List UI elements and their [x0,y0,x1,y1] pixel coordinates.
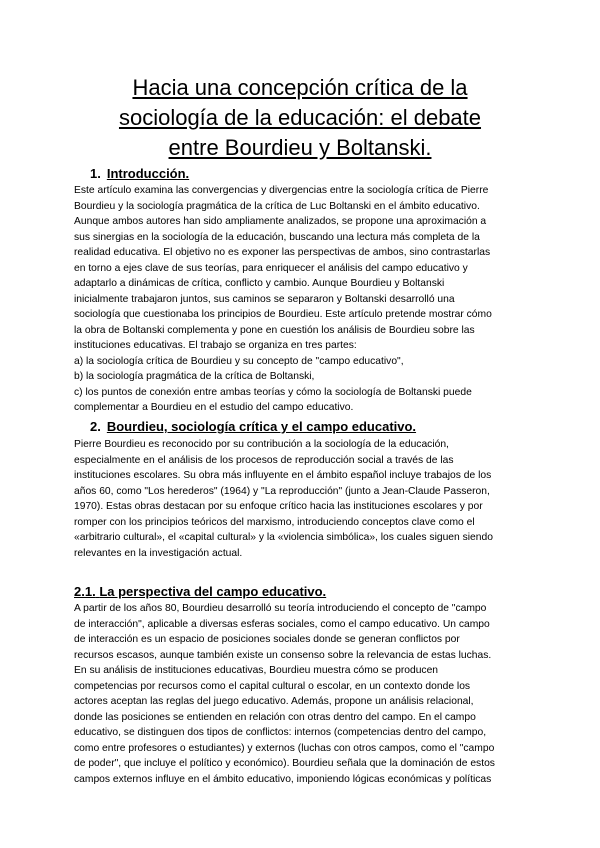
text-line: En su análisis de instituciones educativas, Bourdieu muestra cómo se producen [74,665,439,676]
text-line: especialmente en el análisis de los procesos de reproducción social a través de las [74,454,454,466]
section-paragraph-introduccion [74,183,534,416]
text-line: romper con los principios teóricos del marxismo, introduciendo conceptos clave como el [74,516,475,528]
section-heading-text: Bourdieu, sociología crítica y el campo educativo. [106,419,417,434]
text-line: b) la sociología pragmática de la crítica de Boltanski, [74,371,315,382]
text-line: donde las posiciones se entienden en relación con otras dentro del campo. En el campo [74,711,476,723]
text-line: como entre profesores o estudiantes) y externos (luchas con otros campos, como el "campo [74,742,495,754]
title-line: entre Bourdieu y Boltanski. [168,135,432,160]
text-line: Bourdieu y la sociología pragmática de la crítica de Luc Boltanski en el ámbito educativo. [74,200,480,212]
document-title [60,73,540,163]
text-line: realidad educativa. El objetivo no es exponer las perspectivas de ambos, sino contrastarlas [74,247,491,258]
title-line: Hacia una concepción crítica de la [132,75,468,100]
text-line: adaptarlo a dinámicas de crítica, conflicto y cambio. Aunque Bourdieu y Boltanski [74,278,445,289]
text-line: en torno a ejes clave de sus teorías, para enriquecer el análisis del campo educativo y [74,262,468,274]
text-line: de interacción es un espacio de posiciones sociales donde se generan conflictos por [74,634,460,645]
text-line: de interacción", aplicable a diversas esferas sociales, como el campo educativo. Un campo [74,618,490,630]
text-line: años 60, como "Los herederos" (1964) y "La reproducción" (junto a Jean-Claude Passeron, [74,485,490,497]
text-line: inicialmente trabajaron juntos, sus caminos se separaron y Boltanski desarrolló una [74,293,455,305]
section-heading-campo-educativo [74,584,326,600]
text-line: actores aceptan las reglas del juego educativo. Además, propone un análisis relacional, [74,696,474,707]
text-line: instituciones escolares. Su obra más influyente en el ámbito español incluye trabajos de los [74,470,492,481]
section-heading-text: La perspectiva del campo educativo. [99,584,327,599]
section-number: 1. [90,166,101,181]
text-line: relevantes en la investigación actual. [74,547,243,559]
text-line: Pierre Bourdieu es reconocido por su contribución a la sociología de la educación, [74,439,449,450]
section-heading-introduccion [90,166,189,182]
title-line: sociología de la educación: el debate [118,105,482,130]
section-paragraph-bourdieu [74,437,534,561]
text-line: Aunque ambos autores han sido ampliamente analizados, se propone una aproximación a [74,216,487,227]
text-line: A partir de los años 80, Bourdieu desarrolló su teoría introduciendo el concepto de "campo [74,603,487,614]
section-heading-bourdieu [90,419,416,435]
text-line: la obra de Boltanski complementa y pone en cuestión los análisis de Bourdieu sobre las [74,324,475,336]
text-line: recursos escasos, aunque también existe un consenso sobre la relevancia de estas luchas. [74,649,492,661]
section-number: 2.1. [74,584,96,599]
text-line: Este artículo examina las convergencias y divergencias entre la sociología crítica de Pierre [74,185,489,196]
text-line: educativo, se distinguen dos tipos de conflictos: internos (competencias dentro del campo, [74,727,487,738]
text-line: c) los puntos de conexión entre ambas teorías y cómo la sociología de Boltanski puede [74,386,472,398]
section-paragraph-campo-educativo [74,601,534,787]
text-line: competencias por recursos como el capital cultural o escolar, en un contexto donde los [74,680,471,692]
text-line: a) la sociología crítica de Bourdieu y su concepto de "campo educativo", [74,355,404,367]
section-number: 2. [90,419,101,434]
text-line: campos externos influye en el ámbito educativo, imponiendo lógicas económicas y políticas [74,773,492,785]
text-line: instituciones educativas. El trabajo se organiza en tres partes: [74,340,357,351]
text-line: 1970). Estas obras destacan por su enfoque crítico hacia las instituciones escolares y por [74,501,483,512]
text-line: complementar a Bourdieu en el estudio del campo educativo. [74,402,354,413]
section-heading-text: Introducción. [106,166,190,181]
text-line: «arbitrario cultural», el «capital cultural» y la «violencia simbólica», los cuales siguen siendo [74,532,493,543]
text-line: sus sinergias en la sociología de la educación, buscando una lectura más completa de la [74,231,480,243]
text-line: de poder", que incluye el político y económico). Bourdieu señala que la dominación de estos [74,758,495,769]
text-line: sociología que cuestionaba los principios de Bourdieu. Este artículo pretende mostrar cómo [74,309,492,320]
